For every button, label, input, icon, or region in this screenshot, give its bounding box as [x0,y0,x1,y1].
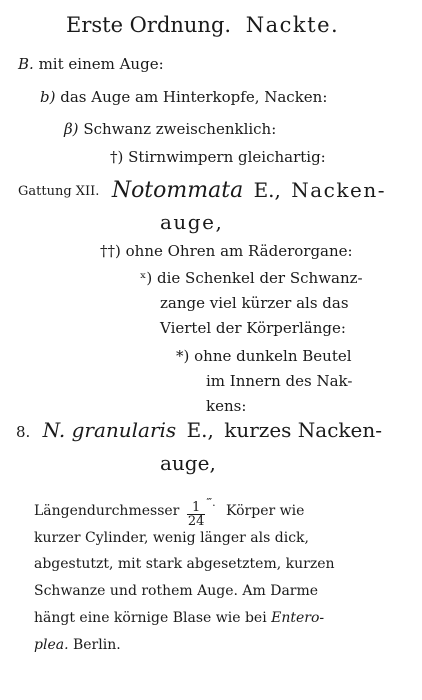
key-x-marker: ˣ) [140,269,153,287]
genus-common-name: Nacken- [291,178,386,202]
species-number: 8. [16,423,31,441]
key-star-text-1: ohne dunkeln Beutel [194,347,352,365]
key-x-text-3: Viertel der Körperlänge: [160,319,346,337]
key-b-marker: B. [18,55,34,73]
description-line-6: plea. Berlin. [34,637,121,653]
genus-common-name-cont: auge, [160,210,224,234]
species-common-name-cont: auge, [160,451,216,475]
key-star-text-2: im Innern des Nak- [206,372,353,390]
key-beta-text: Schwanz zweischenklich: [83,120,277,138]
key-beta-line [64,122,276,137]
key-double-dagger-text: ohne Ohren am Räderorgane: [125,242,353,260]
genus-reference-cont: plea. [34,637,69,653]
genus-reference: Entero- [271,610,325,626]
species-name: N. granularis [42,418,177,442]
species-line [16,420,382,440]
key-b-text: mit einem Auge: [38,55,164,73]
key-b-line [18,57,164,72]
key-beta-marker: β) [64,120,79,138]
key-b-lower-line [40,90,327,105]
fraction: $\frac{1}{24}$ [187,500,205,529]
genus-line [18,180,386,202]
description-line-2: kurzer Cylinder, wenig länger als dick, [34,530,309,546]
key-dagger-line [110,150,326,165]
genus-name: Notommata [111,178,244,203]
description-line-3: abgestutzt, mit stark abgesetztem, kurzen [34,556,335,572]
order-heading [66,15,339,36]
species-common-name: kurzes Nacken- [224,418,383,442]
description-line-1: Längendurchmesser $\frac{1}{24}$ ‴. Körper wie [34,496,305,529]
order-title: Erste Ordnung. [66,13,232,37]
key-x-text-1: die Schenkel der Schwanz- [157,269,363,287]
species-author: E., [186,418,214,442]
key-x-text-2: zange viel kürzer als das [160,294,349,312]
key-dagger-marker: †) [110,148,124,166]
key-dagger-text: Stirnwimpern gleichartig: [128,148,326,166]
key-x-line [140,271,363,286]
description-line-5: hängt eine körnige Blase wie bei Entero- [34,610,325,626]
genus-label: Gattung XII. [18,184,100,199]
key-star-marker: *) [176,347,190,365]
key-b-lower-text: das Auge am Hinterkopfe, Nacken: [60,88,328,106]
genus-author: E., [253,178,281,202]
order-subtitle: Nackte. [245,13,340,37]
key-b-lower-marker: b) [40,88,56,106]
key-double-dagger-marker: ††) [100,242,121,260]
key-double-dagger-line [100,244,353,259]
description-line-4: Schwanze und rothem Auge. Am Darme [34,583,319,599]
key-star-line [176,349,352,364]
key-star-text-3: kens: [206,397,247,415]
